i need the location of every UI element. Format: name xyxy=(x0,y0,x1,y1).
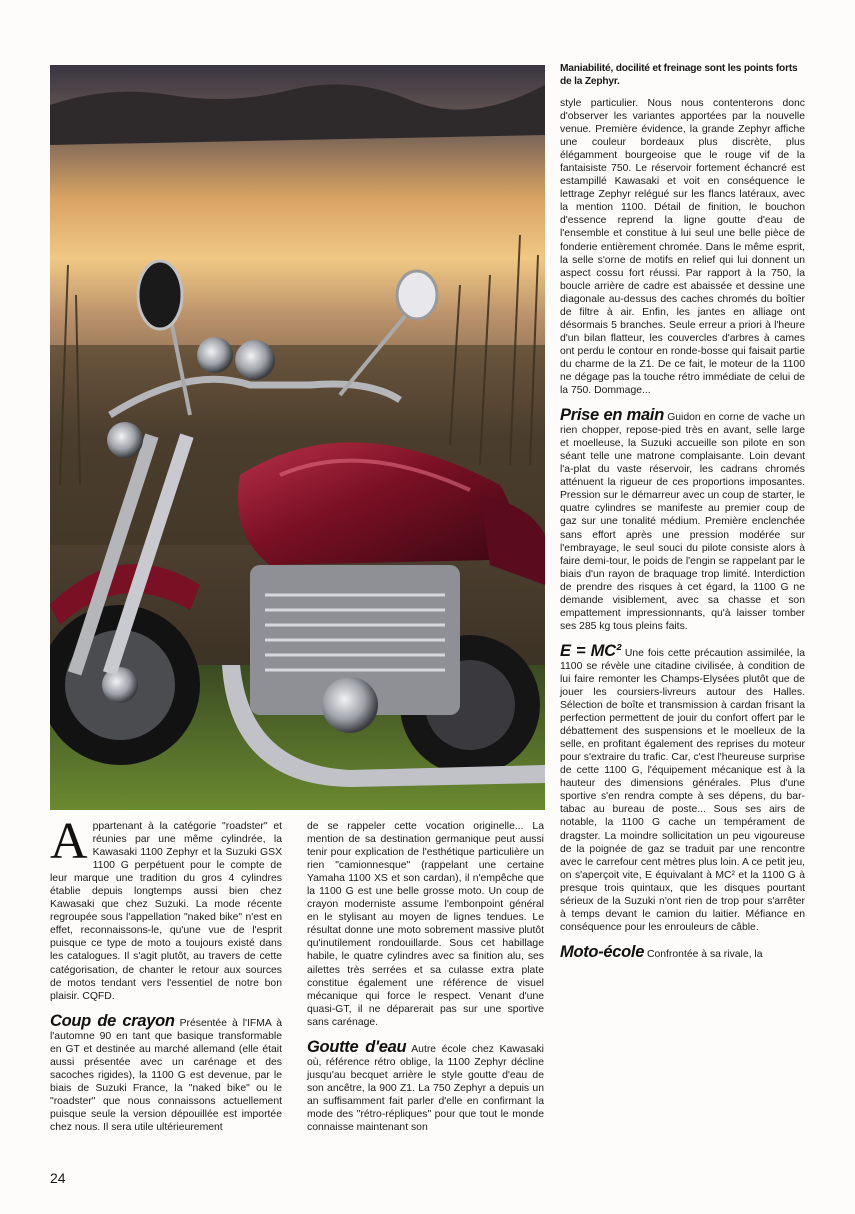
paragraph xyxy=(560,942,805,961)
paragraph-text: Confrontée à sa rivale, la xyxy=(646,948,763,960)
middle-column xyxy=(307,820,544,1134)
paragraph xyxy=(307,1037,544,1134)
paragraph xyxy=(560,641,806,934)
paragraph-text: Une fois cette précaution assimilée, la 1100 se révèle une citadine civilisée, à condition de lui faire remonter les Champs-Elysées plutôt que de jouer les coursiers-livreurs autour des Halles. Sélection de boîte et transmission à cardan frisant la perfection permettent de jouir du confort offert par le débattement des suspensions et le moelleux de la selle, en profitant également des reprises du moteur pour s'extraire du trafic. Car, c'est l'heureuse surprise de cette 1100 G, l'équipement mécanique est à la hauteur des dimensions générales. Plus d'une sportive s'en rendra compte à ses dépens, du bar-tabac au bureau de poste... Sous ses airs de notable, la 1100 G cache un tempérament de dragster. La moindre sollicitation un peu vigoureuse de la poignée de gaz se traduit par une rencontre avec le carrefour cent mètres plus loin. A ce petit jeu, on s'aperçoit vite, E équivalant à MC² et la 1100 G à presque trois quintaux, que les disques pourtant sérieux de la Suzuki n'ont rien de trop pour s'arrêter à temps devant le camion du laitier. Méfiance en conséquence pour les enrouleurs de câble. xyxy=(560,647,806,933)
paragraph xyxy=(50,813,282,1003)
section-heading: E = MC² xyxy=(560,641,621,660)
section-heading: Prise en main xyxy=(560,406,664,425)
page-number: 24 xyxy=(50,1170,66,1186)
paragraph xyxy=(560,406,805,633)
motorcycle-photo xyxy=(50,65,545,810)
right-column xyxy=(560,97,805,961)
paragraph: style particulier. Nous nous contenterons donc d'observer les variantes apportées par la nouvelle venue. Première évidence, la grande Zephyr affiche une couleur bordeaux plus discrète, plus élégamment bourgeoise que le rouge vif de la fantaisiste 750. Le réservoir fortement échancré est estampillé Kawasaki et voit en conséquence le lettrage Zephyr relégué sur les flancs latéraux, avec la mention 1100. Détail de finition, le bouchon d'essence reprend la ligne goutte d'eau de l'ensemble et constitue à lui seul une belle pièce de fonderie entièrement chromée. Dans le même esprit, la selle s'orne de motifs en relief qui lui donnent un aspect cossu fort réussi. Par rapport à la 750, la boucle arrière de cadre est abaissée et dessine une diagonale au-dessus des caches chromés du boîtier de filtre à air. Enfin, les jantes en alliage ont désormais 5 branches. Seule erreur a priori à l'heure d'un bilan flatteur, les couvercles d'arbres à cames ont perdu le contour en ronde-bosse qui faisait partie du charme de la Z1. De ce fait, le moteur de la 1100 ne dégage pas la touche rétro immédiate de celui de la 750. Dommage... xyxy=(560,98,805,397)
photo-caption: Maniabilité, docilité et freinage sont les points forts de la Zephyr. xyxy=(560,63,798,87)
paragraph-text: ppartenant à la catégorie "roadster" et réunies par une même cylindrée, la Kawasaki 1100 Zephyr et la Suzuki GSX 1100 G perpétuent pour le compte de leur marque une tradition du gros 4 cylindres établie depuis longtemps aussi bien chez Kawasaki que chez Suzuki. La mode récente regroupée sous l'appellation "naked bike" n'est en effet, reconnaissons-le, qu'une vue de l'esprit puisque ce type de moto a toujours existé dans les catalogues. Il s'agit plutôt, au travers de cette catégorisation, de chanter le retour aux sources de motos tendant vers l'essentiel de notre bon plaisir. CQFD. xyxy=(50,821,282,1002)
paragraph-text: Autre école chez Kawasaki où, référence rétro oblige, la 1100 Zephyr décline jusqu'au becquet arrière le style goutte d'eau de son ancêtre, la 900 Z1. La 750 Zephyr a depuis un an suffisamment fait parler d'elle en confirmant la mode des "rétro-répliques" pour que tout le monde connaisse maintenant son xyxy=(307,1043,544,1134)
paragraph: de se rappeler cette vocation originelle... La mention de sa destination germanique peut aussi tenir pour explication de l'esthétique particulière un rien "camionnesque" (rappelant une certaine Yamaha 1100 XS et son cardan), il n'empêche que la 1100 G est une belle grosse moto. Un coup de crayon moderniste assume l'embonpoint général en le stylisant au moyen de lignes tendues. Le résultat donne une moto sobrement massive plutôt qu'inutilement rondouillarde. Sous cet habillage habile, le quatre cylindres avec sa finition alu, ses ailettes très serrées et sa culasse extra plate constitue également une référence de visuel mécanique qui force le respect. Venant d'une quasi-GT, il ne déparerait pas sur une sportive sans carénage. xyxy=(307,821,544,1028)
drop-cap: A xyxy=(50,813,88,870)
paragraph-text: Guidon en corne de vache un rien chopper, repose-pied très en avant, selle large et moelleuse, la Suzuki accueille son pilote en son séant telle une matrone complaisante. Loin devant l'a-plat du vaste réservoir, les cadrans chromés atténuent la rigueur de ces proportions imposantes. Pression sur le démarreur avec un coup de starter, le quatre cylindres se manifeste au premier coup de gaz sur une tonalité médium. Première enclenchée sans effort après une pression modérée sur l'embrayage, le seul souci du pilote consiste alors à faire demi-tour, le poids de l'engin se rappelant par le biais d'un rayon de braquage trop limité. Interdiction de prendre des risques à cet égard, la 1100 G ne demande visiblement, avec sa chasse et son empattement impressionnants, qu'à laisser tomber ses 285 kg tous pleins faits. xyxy=(560,412,805,632)
paragraph xyxy=(50,1011,282,1134)
section-heading: Coup de crayon xyxy=(50,1011,175,1030)
left-column xyxy=(50,813,282,1134)
section-heading: Goutte d'eau xyxy=(307,1037,407,1056)
paragraph-text: Présentée à l'IFMA à l'automne 90 en tant que basique transformable en GT et destinée au marché allemand (elle était aussi présentée avec un carénage et des sacoches rigides), la 1100 G est devenue, par le biais de Suzuki France, la "naked bike" ou le "roadster" que nous connaissons actuellement puisque seule la version dépouillée est importée chez nous. Il sera utile ultérieurement xyxy=(50,1017,282,1134)
section-heading: Moto-école xyxy=(560,942,645,961)
